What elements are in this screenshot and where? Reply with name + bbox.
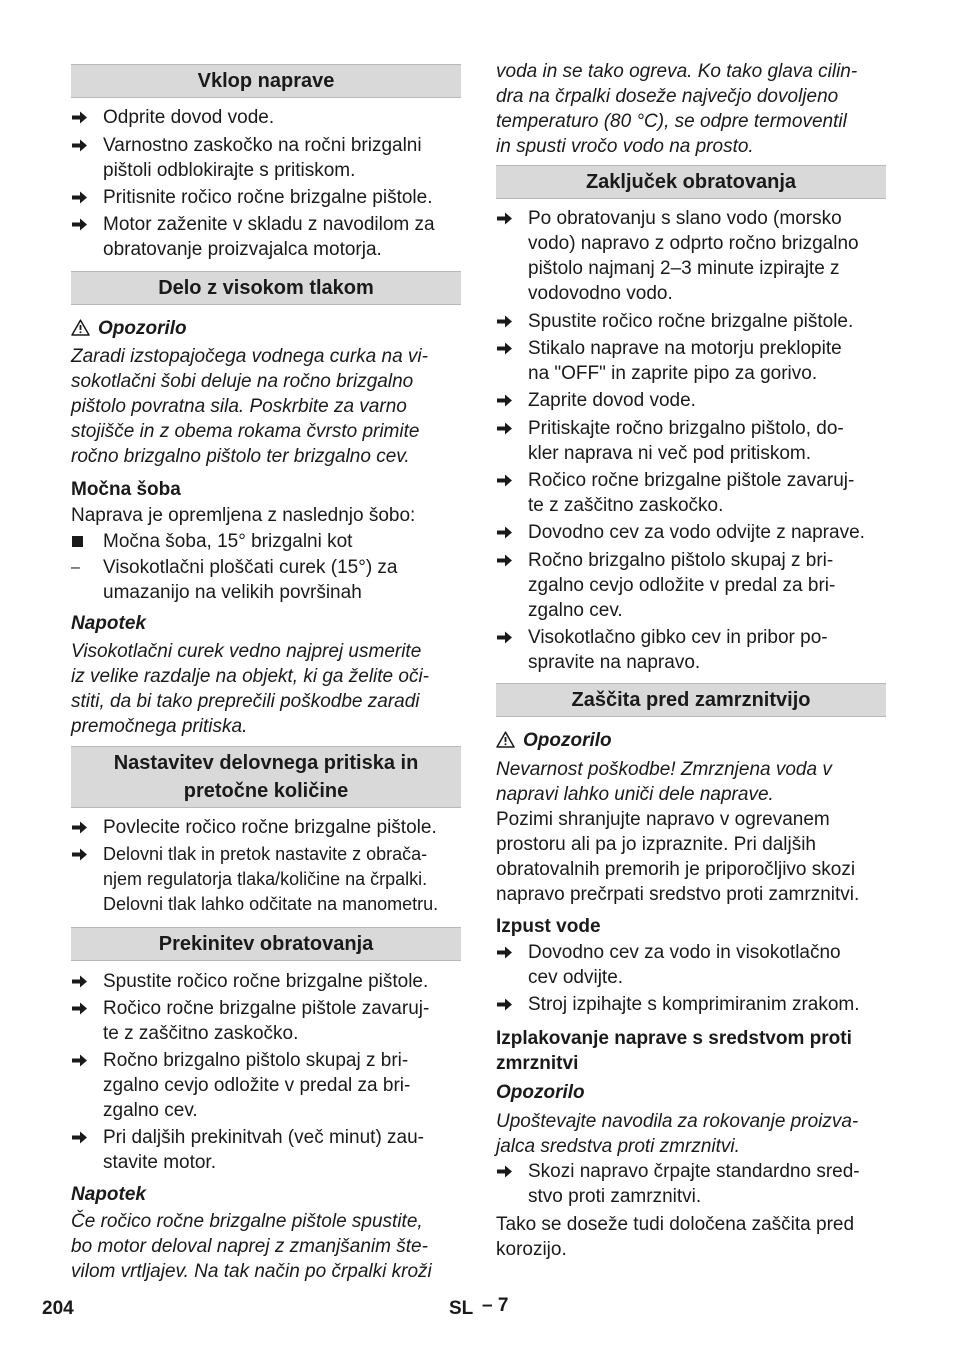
list-item: Odprite dovod vode. [71, 105, 461, 130]
arrow-icon [496, 992, 528, 1017]
section-heading-nastavitev: Nastavitev delovnega pritiska in pretočne količine [71, 746, 461, 808]
arrow-icon [71, 842, 103, 917]
list-item: Spustite ročico ročne brizgalne pištole. [496, 309, 886, 334]
arrow-icon [496, 1159, 528, 1209]
list-item: Delovni tlak in pretok nastavite z obrača- njem regulatorja tlaka/količine na črpalki. Delovni tlak lahko odčitate na manometru. [71, 842, 461, 917]
list-item: Visokotlačno gibko cev in pribor po- spravite na napravo. [496, 625, 886, 675]
paragraph: Pozimi shranjujte napravo v ogrevanem prostoru ali pa jo izpraznite. Pri daljših obratovalnih premorih je priporočljivo skozi napravo prečrpati sredstvo proti zamrznitvi. [496, 809, 860, 905]
arrow-icon [496, 336, 528, 386]
note-text: Če ročico ročne brizgalne pištole spustite, bo motor deloval naprej z zmanjšanim šte- vilom vrtljajev. Na tak način po črpalki kroži [71, 1211, 432, 1282]
list-item: Motor zaženite v skladu z navodilom za obratovanje proizvajalca motorja. [71, 212, 461, 262]
list-item: Po obratovanju s slano vodo (morsko vodo) napravo z odprto ročno brizgalno pištolo najmanj 2–3 minute izpirajte z vodovodno vodo. [496, 206, 886, 306]
arrow-icon [496, 468, 528, 518]
paragraph: Tako se doseže tudi določena zaščita pred korozijo. [496, 1214, 855, 1260]
arrow-icon [496, 206, 528, 306]
warning-text: Nevarnost poškodbe! Zmrznjena voda v napravi lahko uniči dele naprave. [496, 759, 832, 805]
list-item: Ročno brizgalno pištolo skupaj z bri- zgalno cevjo odložite v predal za bri- zgalno cev. [71, 1048, 461, 1123]
note-heading: Napotek [71, 1184, 146, 1205]
arrow-icon [496, 309, 528, 334]
arrow-icon [71, 185, 103, 210]
list-item: Pritiskajte ročno brizgalno pištolo, do- kler naprava ni več pod pritiskom. [496, 416, 886, 466]
note-text: Visokotlačni curek vedno najprej usmerite iz velike razdalje na objekt, ki ga želite oči- stiti, da bi tako preprečili poškodbe zaradi premočnega pritiska. [71, 641, 430, 737]
list-item: Stikalo naprave na motorju preklopite na "OFF" in zaprite pipo za gorivo. [496, 336, 886, 386]
arrow-icon [71, 969, 103, 994]
list-item: Pritisnite ročico ročne brizgalne pištole. [71, 185, 461, 210]
section-heading-vklop: Vklop naprave [71, 64, 461, 98]
arrow-icon [71, 1048, 103, 1123]
arrow-icon [71, 133, 103, 183]
arrow-icon [71, 105, 103, 130]
warning-text: Upoštevajte navodila za rokovanje proizva- jalca sredstva proti zmrznitvi. [496, 1111, 859, 1157]
list-item: Ročno brizgalno pištolo skupaj z bri- zgalno cevjo odložite v predal za bri- zgalno cev. [496, 548, 886, 623]
language-code: SL [449, 1298, 474, 1319]
list-item: Skozi napravo črpajte standardno sred- stvo proti zamrznitvi. [496, 1159, 886, 1209]
arrow-icon [71, 815, 103, 840]
list-item: Spustite ročico ročne brizgalne pištole. [71, 969, 461, 994]
section-heading-zascita: Zaščita pred zamrznitvijo [496, 683, 886, 717]
subheading-izpust-vode: Izpust vode [496, 916, 601, 937]
bullet-item: Močna šoba, 15° brizgalni kot [71, 529, 461, 554]
list-item: Pri daljših prekinitvah (več minut) zau- stavite motor. [71, 1125, 461, 1175]
warning-triangle-icon [496, 730, 515, 755]
dash-item: – Visokotlačni ploščati curek (15°) za umazanijo na velikih površinah [71, 557, 398, 603]
arrow-icon [496, 625, 528, 675]
subheading-mocna-soba: Močna šoba [71, 479, 181, 500]
section-heading-prekinitev: Prekinitev obratovanja [71, 927, 461, 961]
arrow-icon [496, 520, 528, 545]
list-item: Povlecite ročico ročne brizgalne pištole. [71, 815, 461, 840]
arrow-icon [496, 388, 528, 413]
local-page-number: – 7 [482, 1295, 509, 1316]
list-item: Stroj izpihajte s komprimiranim zrakom. [496, 992, 886, 1017]
subheading-izplakovanje: Izplakovanje naprave s sredstvom proti zmrznitvi [496, 1028, 852, 1074]
square-bullet-icon [71, 529, 103, 554]
list-item: Dovodno cev za vodo odvijte z naprave. [496, 520, 886, 545]
list-item: Zaprite dovod vode. [496, 388, 886, 413]
paragraph: Naprava je opremljena z naslednjo šobo: [71, 505, 416, 526]
list-item: Dovodno cev za vodo in visokotlačno cev odvijte. [496, 940, 886, 990]
list-item: Ročico ročne brizgalne pištole zavaruj- te z zaščitno zaskočko. [496, 468, 886, 518]
list-item: Ročico ročne brizgalne pištole zavaruj- te z zaščitno zaskočko. [71, 996, 461, 1046]
section-heading-zakljucek: Zaključek obratovanja [496, 165, 886, 199]
continuation-text: voda in se tako ogreva. Ko tako glava cilin- dra na črpalki doseže največjo dovoljeno temperaturo (80 °C), se odpre termoventil in spusti vročo vodo na prosto. [496, 61, 858, 157]
arrow-icon [71, 996, 103, 1046]
note-heading: Napotek [71, 613, 146, 634]
dash-bullet-icon: – [71, 559, 80, 576]
section-heading-delo: Delo z visokom tlakom [71, 271, 461, 305]
arrow-icon [71, 212, 103, 262]
arrow-icon [71, 1125, 103, 1175]
warning-text: Zaradi izstopajočega vodnega curka na vi- sokotlačni šobi deluje na ročno brizgalno pištolo povratna sila. Poskrbite za varno stojišče in z obema rokama čvrsto primite ročno brizgalno pištolo ter brizgalno cev. [71, 346, 428, 467]
warning-triangle-icon [71, 318, 90, 343]
warning-heading: Opozorilo [71, 316, 461, 343]
list-item: Varnostno zaskočko na ročni brizgalni pištoli odblokirajte s pritiskom. [71, 133, 461, 183]
page-number: 204 [42, 1298, 74, 1319]
arrow-icon [496, 940, 528, 990]
warning-heading: Opozorilo [496, 1082, 585, 1103]
warning-heading: Opozorilo [496, 728, 886, 755]
arrow-icon [496, 548, 528, 623]
arrow-icon [496, 416, 528, 466]
